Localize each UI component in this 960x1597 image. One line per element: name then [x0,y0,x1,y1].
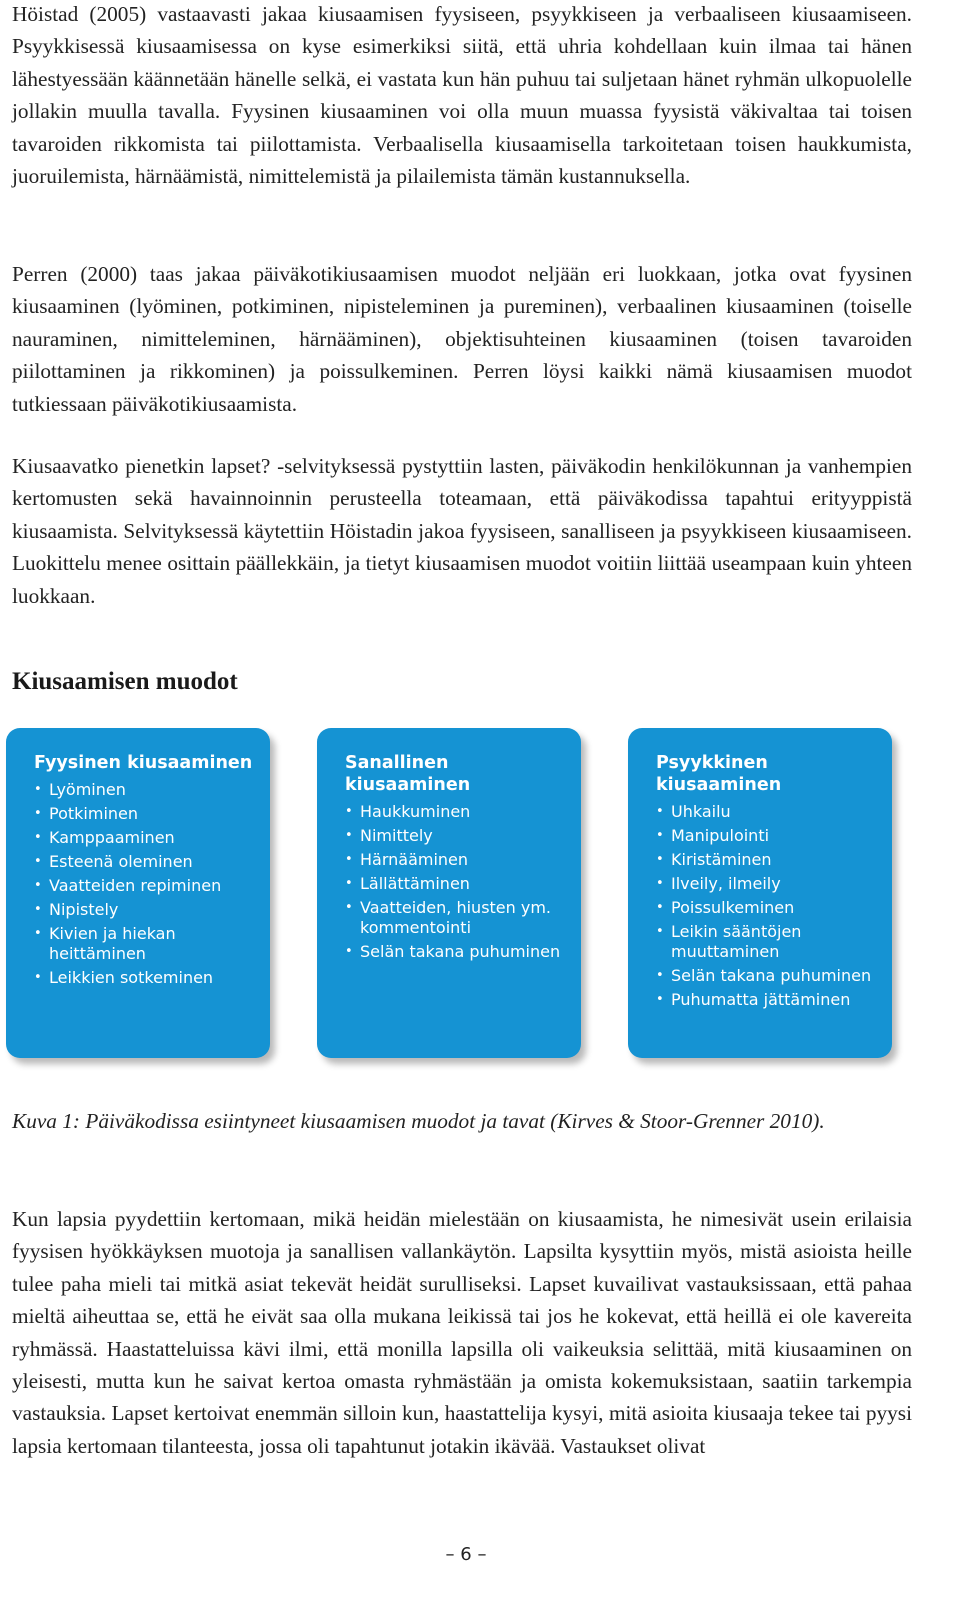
box-title: Fyysinen kiusaaminen [34,753,253,773]
list-item: • Selän takana puhuminen [345,942,565,962]
paragraph-hoistad: Höistad (2005) vastaavasti jakaa kiusaamisen fyysiseen, psyykkiseen ja verbaaliseen kiusaamiseen. Psyykkisessä kiusaamisessa on kyse esimerkiksi siitä, että uhria kohdellaan kuin ilmaa tai hänen lähestyessään käännetään hänelle selkä, ei vastata kun hän puhuu tai suljetaan hänet ryhmän ulkopuolelle jollakin muulla tavalla. Fyysinen kiusaaminen voi olla muun muassa fyysistä väkivaltaa tai toisen tavaroiden rikkomista tai piilottamista. Verbaalisella kiusaamisella tarkoitetaan toisen haukkumista, juoruilemista, härnäämistä, nimittelemistä ja pilailemista tämän kustannuksella. [12,2,912,189]
box-item-list [656,802,876,1010]
list-item: • Vaatteiden repiminen [34,876,254,896]
figure-caption: Kuva 1: Päiväkodissa esiintyneet kiusaamisen muodot ja tavat (Kirves & Stoor-Grenner 2010). [12,1109,825,1133]
list-item: • Selän takana puhuminen [656,966,876,986]
list-item: • Kivien ja hiekan heittäminen [34,924,254,964]
box-title: Psyykkinen kiusaaminen [656,753,782,795]
list-item: • Ilveily, ilmeily [656,874,876,894]
list-item: • Puhumatta jättäminen [656,990,876,1010]
list-item: • Nipistely [34,900,254,920]
paragraph-selvitys: Kiusaavatko pienetkin lapset? -selvityksessä pystyttiin lasten, päiväkodin henkilökunnan ja vanhempien kertomusten sekä havainnoinnin perusteella toteamaan, että päiväkodissa tapahtui erityyppistä kiusaamista. Selvityksessä käytettiin Höistadin jakoa fyysiseen, sanalliseen ja psyykkiseen kiusaamiseen. Luokittelu menee osittain päällekkäin, ja tietyt kiusaamisen muodot voitiin liittää useampaan kuin yhteen luokkaan. [12,454,912,608]
list-item: • Uhkailu [656,802,876,822]
list-item: • Kamppaaminen [34,828,254,848]
page-number: – 6 – [445,1544,487,1565]
list-item: • Kiristäminen [656,850,876,870]
bullying-type-box-psychological [628,728,892,1058]
paragraph-lapset: Kun lapsia pyydettiin kertomaan, mikä heidän mielestään on kiusaamista, he nimesivät usein erilaisia fyysisen hyökkäyksen muotoja ja sanallisen vallankäytön. Lapsilta kysyttiin myös, mistä asioista heille tulee paha mieli tai mitkä asiat tekevät heidät surulliseksi. Lapset kuvailivat vastauksissaan, että pahaa mieltä aiheuttaa se, että he eivät saa olla mukana leikissä tai jos he kokevat, että heillä ei ole kavereita ryhmässä. Haastatteluissa kävi ilmi, että monilla lapsilla oli vaikeuksia selittää, mitä kiusaaminen on yleisesti, mutta kun he saivat kertoa omasta ryhmästään ja omista kokemuksistaan, saatiin tarkempia vastauksia. Lapset kertoivat enemmän silloin kun, haastattelija kysyi, mitä asioita kiusaaja tekee tai pyysi lapsia kertomaan tilanteesta, jossa oli tapahtunut jotakin ikävää. Vastaukset olivat [12,1207,912,1458]
list-item: • Vaatteiden, hiusten ym. kommentointi [345,898,565,938]
box-item-list [345,802,565,962]
section-heading: Kiusaamisen muodot [12,668,238,695]
box-title: Sanallinen kiusaaminen [345,753,471,795]
list-item: • Esteenä oleminen [34,852,254,872]
list-item: • Nimittely [345,826,565,846]
box-item-list [34,780,254,988]
list-item: • Härnääminen [345,850,565,870]
list-item: • Leikkien sotkeminen [34,968,254,988]
bullying-type-box-verbal [317,728,581,1058]
list-item: • Lällättäminen [345,874,565,894]
list-item: • Potkiminen [34,804,254,824]
list-item: • Leikin sääntöjen muuttaminen [656,922,876,962]
list-item: • Manipulointi [656,826,876,846]
list-item: • Poissulkeminen [656,898,876,918]
paragraph-perren: Perren (2000) taas jakaa päiväkotikiusaamisen muodot neljään eri luokkaan, jotka ovat fyysinen kiusaaminen (lyöminen, potkiminen, nipisteleminen ja pureminen), verbaalinen kiusaaminen (toiselle nauraminen, nimitteleminen, härnääminen), objektisuhteinen kiusaaminen (toisen tavaroiden piilottaminen ja rikkominen) ja poissulkeminen. Perren löysi kaikki nämä kiusaamisen muodot tutkiessaan päiväkotikiusaamista. [12,262,912,416]
list-item: • Haukkuminen [345,802,565,822]
list-item: • Lyöminen [34,780,254,800]
bullying-type-box-physical [6,728,270,1058]
